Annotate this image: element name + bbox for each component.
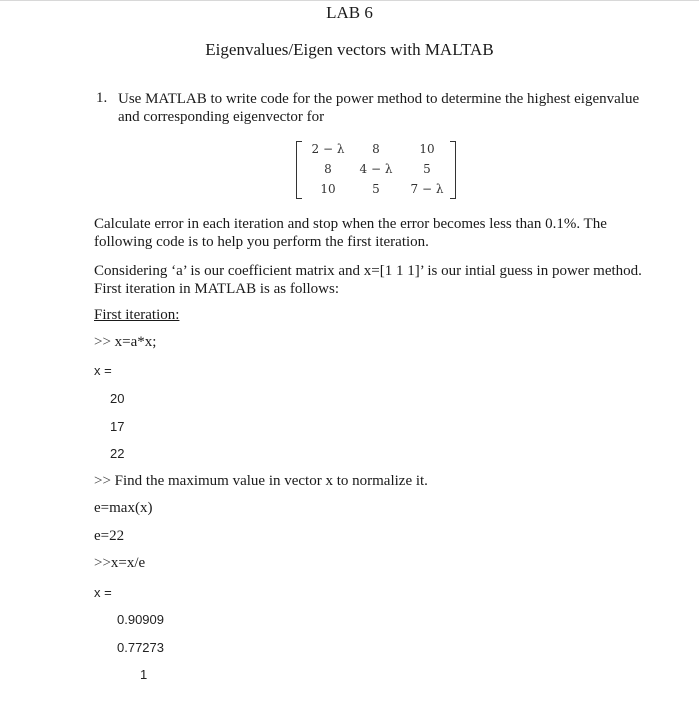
matrix-cell-r2c2: 4 − λ [359,162,393,176]
command-prompt: >> [94,555,111,571]
output-value: 22 [110,446,125,461]
matrix-cell-r2c3: 5 [423,162,431,176]
output-value: 17 [110,419,125,434]
command-text: Find the maximum value in vector x to normalize it. [110,473,428,489]
output-label-x: x = [94,363,112,378]
question-text: Use MATLAB to write code for the power method to determine the highest eigenvalue and corresponding eigenvector for [118,91,640,125]
matrix-cell-r3c1: 10 [320,182,336,196]
output-value: 0.90909 [117,612,164,627]
output-value: 0.77273 [117,640,164,655]
first-iteration-heading: First iteration: [94,307,180,323]
output-value: 1 [140,667,148,682]
command-line-multiply [94,334,156,351]
command-line-find-max [94,473,428,490]
top-rule [0,0,699,1]
lab-title: LAB 6 [326,3,373,22]
coefficient-matrix [296,141,456,199]
output-value: 20 [110,391,125,406]
setup-paragraph: Considering ‘a’ is our coefficient matrix and x=[1 1 1]’ is our intial guess in power method. First iteration in MATLAB is as follows: [94,263,642,297]
max-result: e=22 [94,528,125,544]
max-command: e=max(x) [94,500,153,516]
matrix-cell-r1c2: 8 [372,142,380,156]
command-prompt: >> [94,334,111,350]
matrix-cell-r3c3: 7 − λ [410,182,444,196]
matrix-cell-r1c3: 10 [419,142,435,156]
matrix-cell-r2c1: 8 [324,162,332,176]
command-text: x=a*x; [110,334,157,350]
document-title: Eigenvalues/Eigen vectors with MALTAB [205,40,494,59]
question-number: 1. [96,90,108,106]
command-line-normalize [94,555,145,572]
matrix-cell-r3c2: 5 [372,182,380,196]
command-prompt: >> [94,473,111,489]
matrix-cell-r1c1: 2 − λ [311,142,345,156]
instruction-paragraph: Calculate error in each iteration and stop when the error becomes less than 0.1%. The following code is to help you perform the first iteration. [94,216,607,250]
output-label-x-normalized: x = [94,585,112,600]
command-text: x=x/e [110,555,146,571]
